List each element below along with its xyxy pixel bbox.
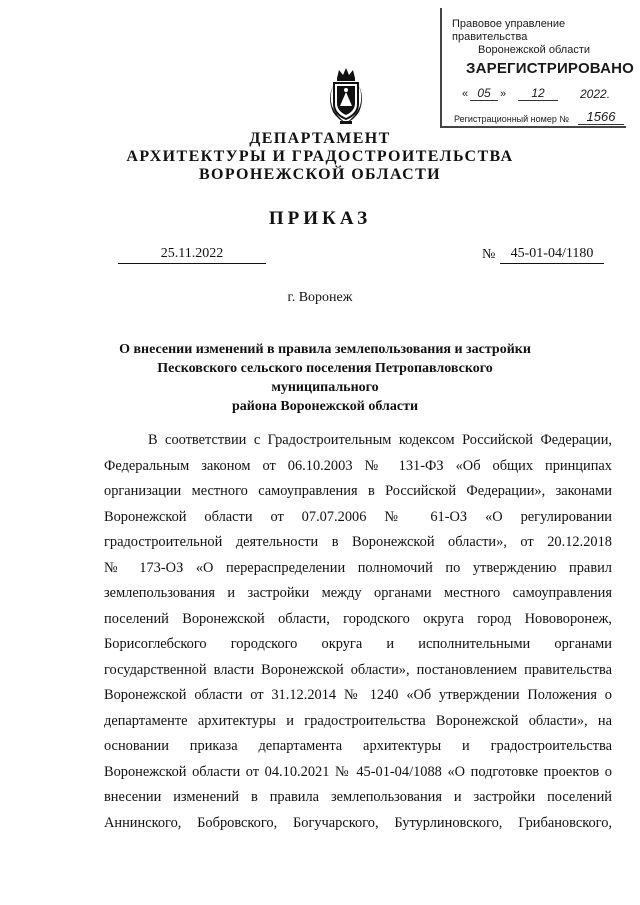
body-line: Борисоглебского городского округа и исполнительными органами [104, 636, 612, 652]
stamp-registration-number [454, 109, 626, 126]
body-line: внесении изменений в правила землепользования и застройки поселений [104, 789, 612, 805]
body-line: градостроительной деятельности в Воронежской области», от 20.12.2018 [104, 534, 612, 550]
body-line: Воронежской области от 07.07.2006 № 61-ОЗ «О регулировании [104, 508, 612, 525]
body-line: организации местного самоуправления в Российской Федерации», законами [104, 483, 612, 499]
department-line1: ДЕПАРТАМЕНТ [249, 130, 391, 147]
body-line: государственной власти Воронежской области», постановлением правительства [104, 661, 612, 678]
stamp-number-value: 1566 [578, 109, 624, 125]
stamp-registered-label: ЗАРЕГИСТРИРОВАНО [466, 60, 635, 77]
subject-line3: района Воронежской области [231, 399, 419, 414]
body-line: Федеральным законом от 06.10.2003 № 131-ФЗ «Об общих принципах [104, 457, 612, 474]
stamp-number-label: Регистрационный номер № [454, 114, 570, 124]
order-number-label: № [482, 247, 496, 262]
body-line: № 173-ОЗ «О перераспределении полномочий по утверждению правил [104, 559, 612, 576]
order-subject [110, 340, 540, 416]
subject-line2: Песковского сельского поселения Петропавловского муниципального [157, 361, 493, 395]
body-line: землепользования и застройки между органами местного самоуправления [104, 585, 612, 601]
stamp-date-open-quote: « [462, 88, 469, 100]
stamp-org-line1: Правовое управление правительства [452, 18, 566, 43]
order-date: 25.11.2022 [118, 246, 266, 264]
stamp-date [462, 88, 624, 104]
body-line: В соответствии с Градостроительным кодексом Российской Федерации, [148, 432, 612, 448]
registration-stamp [440, 8, 635, 128]
stamp-organization [452, 18, 628, 57]
order-body [104, 428, 612, 836]
body-line: поселений Воронежской области, городского округа город Нововоронеж, [104, 610, 612, 627]
body-line: Воронежской области от 31.12.2014 № 1240 «Об утверждении Положения о [104, 687, 612, 703]
order-number: 45-01-04/1180 [500, 246, 604, 264]
stamp-date-month: 12 [518, 86, 558, 101]
body-line: Воронежской области от 04.10.2021 № 45-01-04/1088 «О подготовке проектов о [104, 763, 612, 780]
stamp-date-year: 2022. [580, 87, 611, 101]
subject-line1: О внесении изменений в правила землепользования и застройки [119, 342, 531, 357]
order-city: г. Воронеж [287, 290, 353, 305]
body-line: основании приказа департамента архитектуры и градостроительства [104, 738, 612, 754]
stamp-date-day: 05 [470, 86, 498, 101]
stamp-date-close-quote: » [500, 88, 507, 100]
stamp-org-line2: Воронежской области [478, 44, 591, 56]
body-line: департаменте архитектуры и градостроительства Воронежской области», на [104, 712, 612, 729]
department-heading [0, 130, 640, 184]
body-line: Аннинского, Бобровского, Богучарского, Бутурлиновского, Грибановского, [104, 814, 612, 831]
department-line2: АРХИТЕКТУРЫ И ГРАДОСТРОИТЕЛЬСТВА [126, 148, 514, 165]
order-title: ПРИКАЗ [268, 208, 372, 229]
coat-of-arms-icon [324, 66, 368, 126]
department-line3: ВОРОНЕЖСКОЙ ОБЛАСТИ [198, 166, 441, 183]
